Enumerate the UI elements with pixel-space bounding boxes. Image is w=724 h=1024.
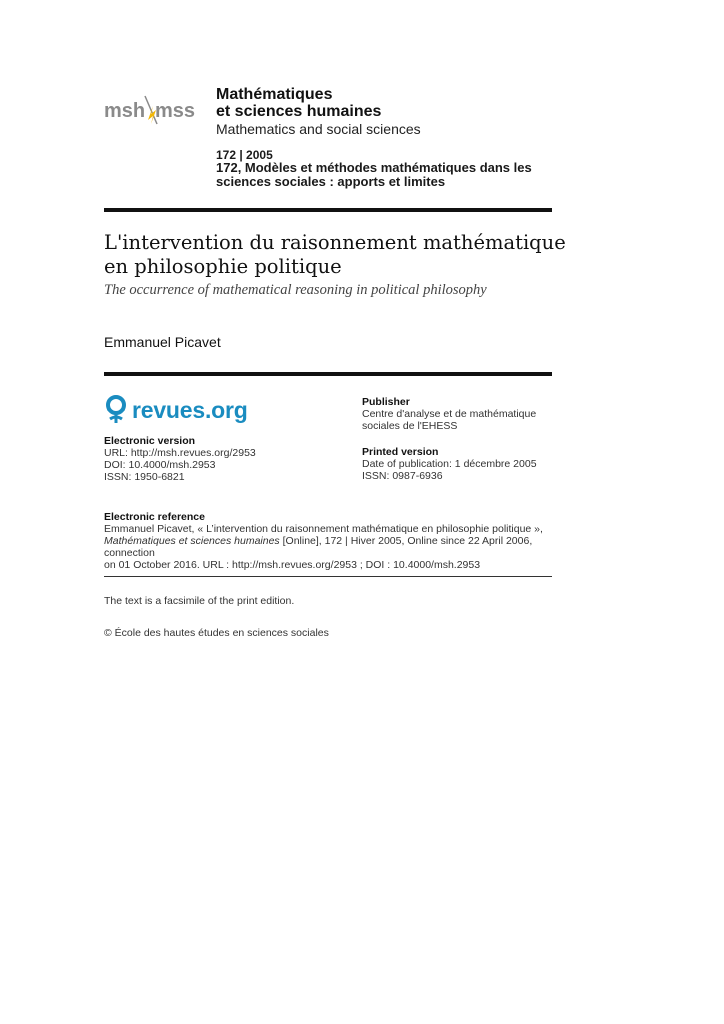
electronic-reference-body — [104, 523, 554, 571]
msh-logo-left-text: msh — [104, 100, 146, 122]
article-translated-title: The occurrence of mathematical reasoning in political philosophy — [104, 282, 487, 298]
copyright-notice: © École des hautes études en sciences sociales — [104, 627, 329, 639]
top-divider — [104, 208, 552, 212]
publisher-label: Publisher — [362, 396, 410, 408]
electronic-version-label: Electronic version — [104, 435, 196, 447]
electronic-reference-line2 — [104, 535, 554, 559]
bottom-divider — [104, 576, 552, 577]
middle-divider — [104, 372, 552, 376]
publisher-block — [362, 396, 536, 432]
revues-logo-icon — [104, 395, 128, 425]
publisher-name-line2: sociales de l'EHESS — [362, 420, 458, 432]
issue-title: 172, Modèles et méthodes mathématiques dans les sciences sociales : apports et limites — [216, 160, 532, 189]
article-author: Emmanuel Picavet — [104, 334, 221, 350]
printed-version-label: Printed version — [362, 446, 439, 458]
electronic-reference-line2-rest: [Online], 172 | Hiver 2005, Online since 22 April 2006, connection — [104, 535, 533, 559]
msh-logo — [104, 90, 200, 130]
facsimile-note: The text is a facsimile of the print edition. — [104, 595, 295, 607]
printed-version-date: Date of publication: 1 décembre 2005 — [362, 458, 537, 470]
electronic-version-block — [104, 435, 256, 483]
electronic-version-url[interactable]: URL: http://msh.revues.org/2953 — [104, 447, 256, 459]
electronic-version-issn: ISSN: 1950-6821 — [104, 471, 185, 483]
publisher-name-line1: Centre d'analyse et de mathématique — [362, 408, 537, 420]
electronic-version-doi[interactable]: DOI: 10.4000/msh.2953 — [104, 459, 216, 471]
revues-logo-text: revues.org — [132, 396, 248, 423]
electronic-reference-journal: Mathématiques et sciences humaines — [104, 535, 280, 547]
electronic-reference-line1: Emmanuel Picavet, « L’intervention du raisonnement mathématique en philosophie politique », — [104, 523, 543, 535]
printed-version-block — [362, 446, 537, 482]
msh-logo-graphic — [104, 90, 200, 130]
journal-title-line2: et sciences humaines — [216, 103, 382, 120]
journal-title-line1: Mathématiques — [216, 86, 333, 103]
journal-subtitle: Mathematics and social sciences — [216, 121, 421, 137]
issue-number: 172 | 2005 — [216, 148, 273, 162]
electronic-reference-line3[interactable]: on 01 October 2016. URL : http://msh.revues.org/2953 ; DOI : 10.4000/msh.2953 — [104, 559, 481, 571]
msh-logo-right-text: mss — [155, 100, 196, 122]
printed-version-issn: ISSN: 0987-6936 — [362, 470, 443, 482]
revues-logo[interactable] — [104, 394, 248, 426]
article-title: L'intervention du raisonnement mathématique en philosophie politique — [104, 231, 566, 278]
journal-title — [216, 86, 381, 120]
electronic-reference-label: Electronic reference — [104, 511, 205, 523]
